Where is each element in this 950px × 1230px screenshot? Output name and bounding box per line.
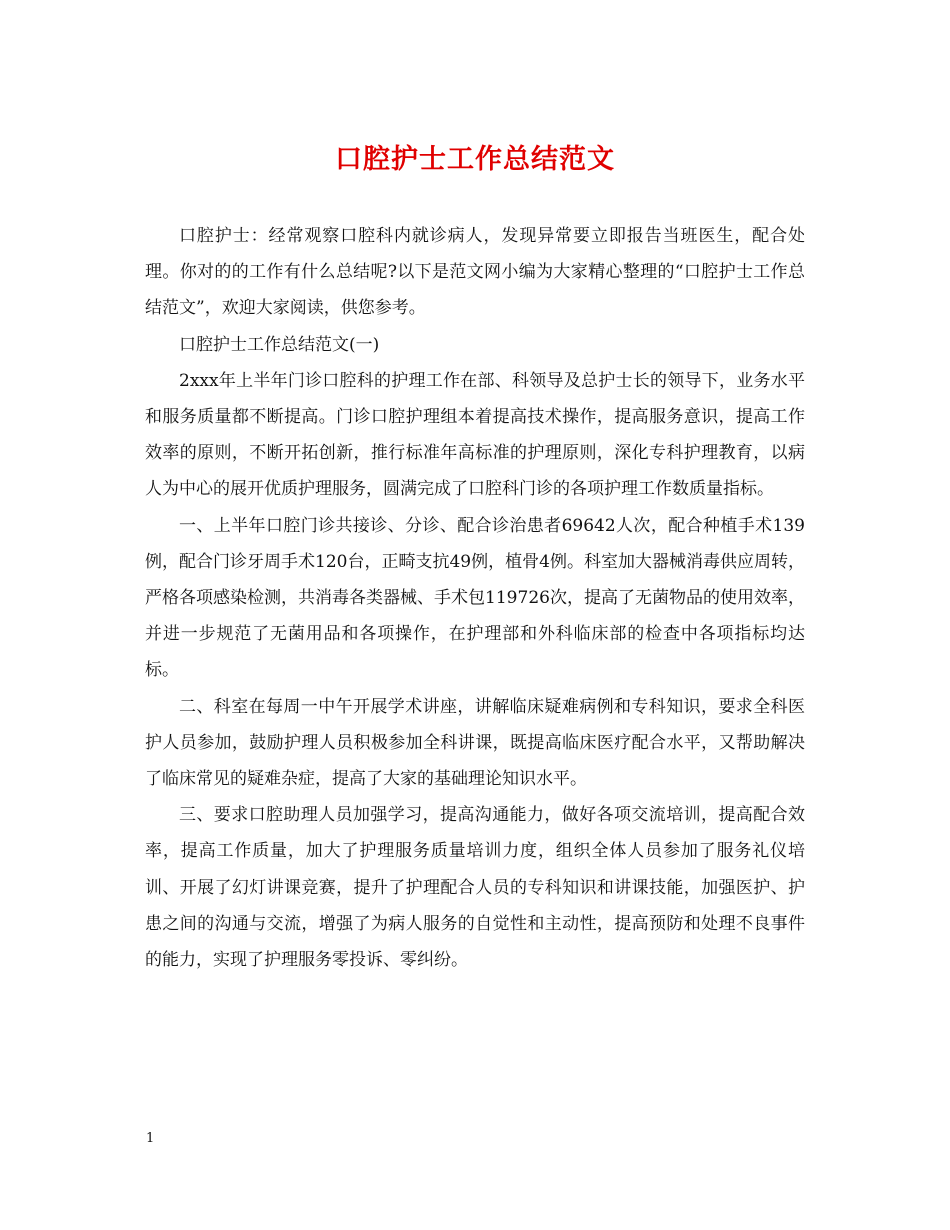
item-three-paragraph: 三、要求口腔助理人员加强学习，提高沟通能力，做好各项交流培训，提高配合效率，提高工作质量，加大了护理服务质量培训力度，组织全体人员参加了服务礼仪培训、开展了幻灯讲课竞赛，提升了护理配合人员的专科知识和讲课技能，加强医护、护患之间的沟通与交流，增强了为病人服务的自觉性和主动性，提高预防和处理不良事件的能力，实现了护理服务零投诉、零纠纷。 [145,805,805,971]
section-heading: 口腔护士工作总结范文(一) [179,334,380,355]
document-body [145,218,805,978]
item-two-paragraph: 二、科室在每周一中午开展学术讲座，讲解临床疑难病例和专科知识，要求全科医护人员参加，鼓励护理人员积极参加全科讲课，既提高临床医疗配合水平，又帮助解决了临床常见的疑难杂症，提高了大家的基础理论知识水平。 [145,696,805,790]
page-number: 1 [146,1131,155,1146]
overview-paragraph: 2xxx年上半年门诊口腔科的护理工作在部、科领导及总护士长的领导下，业务水平和服务质量都不断提高。门诊口腔护理组本着提高技术操作，提高服务意识，提高工作效率的原则，不断开拓创新，推行标准年高标准的护理原则，深化专科护理教育，以病人为中心的展开优质护理服务，圆满完成了口腔科门诊的各项护理工作数质量指标。 [145,370,805,500]
document-title: 口腔护士工作总结范文 [335,144,615,175]
item-one-paragraph: 一、上半年口腔门诊共接诊、分诊、配合诊治患者69642人次，配合种植手术139例，配合门诊牙周手术120台，正畸支抗49例，植骨4例。科室加大器械消毒供应周转，严格各项感染检测，共消毒各类器械、手术包119726次，提高了无菌物品的使用效率，并进一步规范了无菌用品和各项操作，在护理部和外科临床部的检查中各项指标均达标。 [145,515,805,681]
intro-paragraph: 口腔护士：经常观察口腔科内就诊病人，发现异常要立即报告当班医生，配合处理。你对的的工作有什么总结呢?以下是范文网小编为大家精心整理的“口腔护士工作总结范文”，欢迎大家阅读，供您参考。 [145,226,805,319]
